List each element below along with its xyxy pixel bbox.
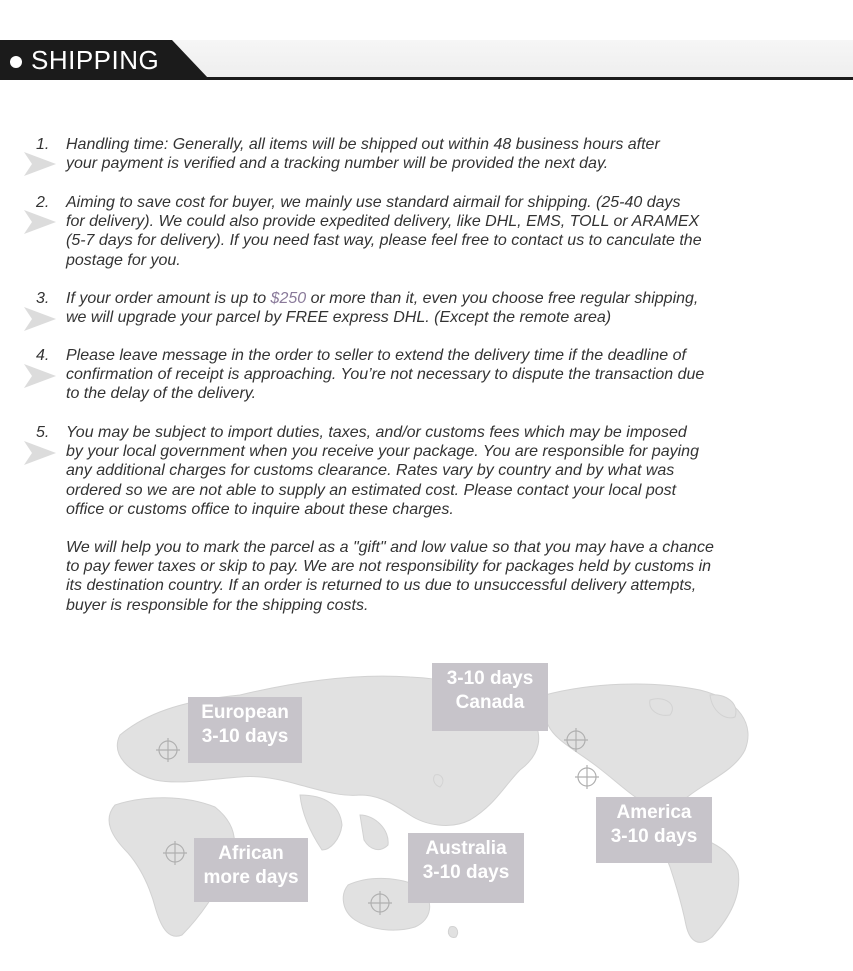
arrow-right-icon [24, 152, 56, 176]
arrow-right-icon [24, 441, 56, 465]
label-european: European 3-10 days [188, 697, 302, 763]
item-number: 3. [36, 290, 50, 307]
bullet-dot-icon [10, 56, 22, 68]
item-text: If your order amount is up to $250 or more than it, even you choose free regular shipping, we will upgrade your parcel by FREE express DHL. (Except the remote area) [66, 290, 699, 327]
arrow-right-icon [24, 210, 56, 234]
label-australia: Australia 3-10 days [408, 833, 524, 903]
item-text: Please leave message in the order to seller to extend the delivery time if the deadline of confirmation of receipt is approaching. You’re not necessary to dispute the transaction due to the delay of the delivery. [66, 347, 705, 403]
arrow-right-icon [24, 307, 56, 331]
label-canada: 3-10 days Canada [432, 663, 548, 731]
price-threshold: $250 [270, 290, 307, 307]
item-number: 5. [36, 424, 50, 441]
arrow-right-icon [24, 364, 56, 388]
item-number: 1. [36, 136, 50, 153]
item-text: Handling time: Generally, all items will be shipped out within 48 business hours after your payment is verified and a tracking number will be provided the next day. [66, 136, 660, 173]
label-african: African more days [194, 838, 308, 902]
item-text: Aiming to save cost for buyer, we mainly use standard airmail for shipping. (25-40 days for delivery). We could also provide expedited delivery, like DHL, EMS, TOLL or ARAMEX (5-7 days for delivery). If you need fast way, please feel free to contact us to canculate the postage for you. [66, 194, 702, 269]
item-number: 4. [36, 347, 50, 364]
page-title: SHIPPING [31, 45, 160, 75]
item-number: 2. [36, 194, 50, 211]
world-map [90, 655, 840, 955]
label-america: America 3-10 days [596, 797, 712, 863]
item-note: We will help you to mark the parcel as a "gift" and low value so that you may have a chance to pay fewer taxes or skip to pay. We are not responsibility for packages held by customs in its destination country. If an order is returned to us due to unsuccessful delivery attempts, buyer is responsible for the shipping costs. [66, 539, 714, 614]
item-text: You may be subject to import duties, taxes, and/or customs fees which may be imposed by your local government when you receive your package. You are responsible for paying any additional charges for customs clearance. Rates vary by country and by what was ordered so we are not able to supply an estimated cost. Please contact your local post office or customs office to inquire about these charges. [66, 424, 699, 518]
